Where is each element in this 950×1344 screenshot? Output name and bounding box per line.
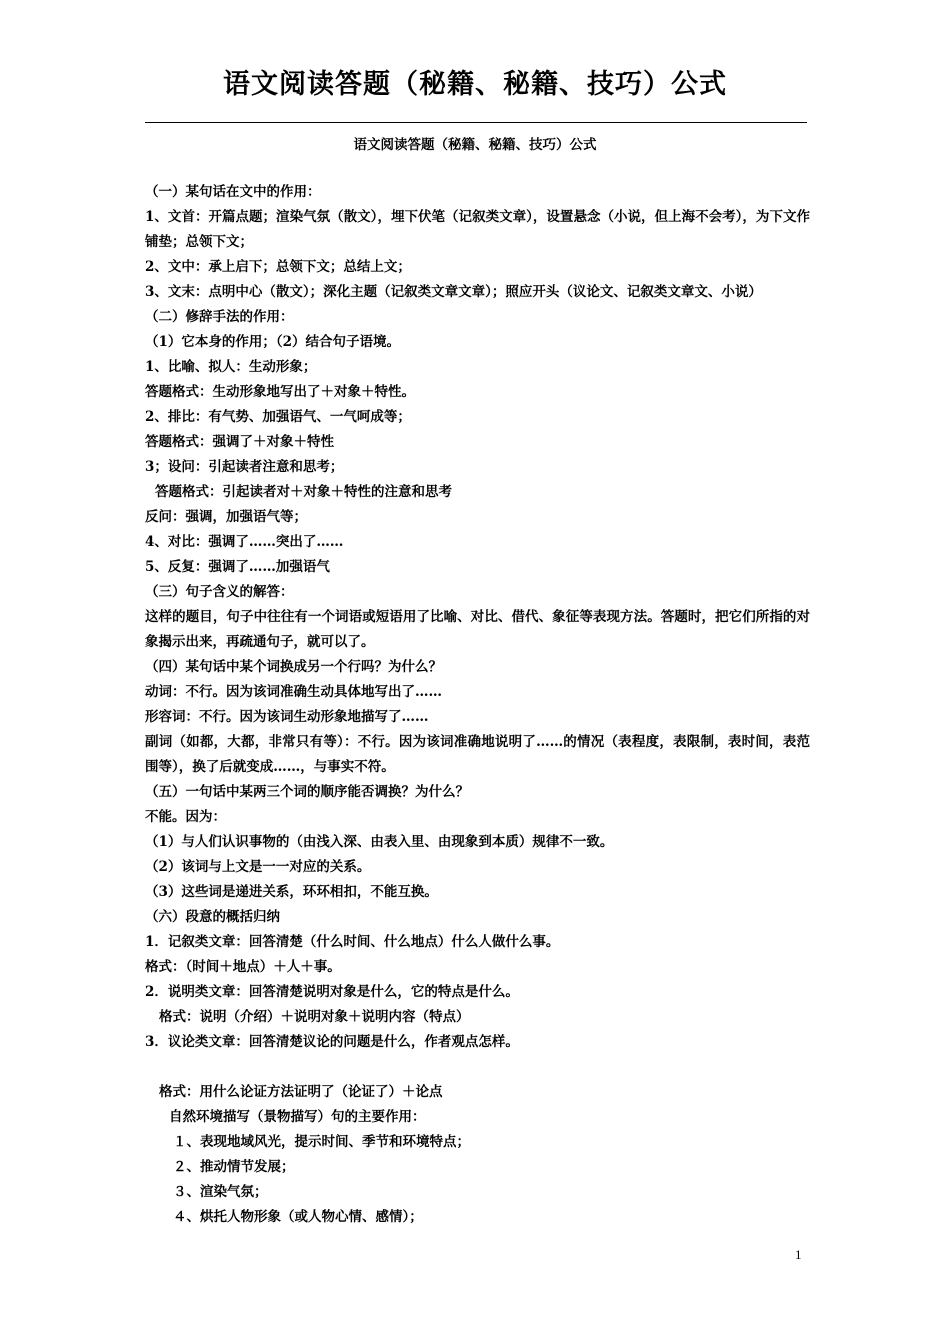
section-heading: （四）某句话中某个词换成另一个行吗？为什么？ [145,659,442,675]
section-heading: （六）段意的概括归纳 [145,909,280,925]
paragraph-line: 动词：不行。因为该词准确生动具体地写出了…… [145,684,442,700]
list-item: 5、反复：强调了……加强语气 [145,559,330,575]
paragraph-line: 形容词：不行。因为该词生动形象地描写了…… [145,709,429,725]
list-item: 1、比喻、拟人：生动形象； [145,359,317,375]
paragraph-line: 副词（如都，大都，非常只有等）：不行。因为该词准确地说明了……的情况（表程度，表限制，表时间，表范围等），换了后就变成……，与事实不符。 [145,734,810,775]
list-item: （3）这些词是递进关系，环环相扣，不能互换。 [145,884,438,900]
document-subtitle: 语文阅读答题（秘籍、秘籍、技巧）公式 [353,137,597,153]
answer-format-line: 格式：（时间＋地点）＋人＋事。 [145,959,341,975]
list-item: １、表现地域风光，提示时间、季节和环境特点； [173,1134,470,1150]
paragraph-line: 不能。因为： [145,809,226,825]
list-item: ３、渲染气氛； [173,1184,268,1200]
list-item: 3、文末：点明中心（散文）；深化主题（记叙类文章文章）；照应开头（议论文、记叙类文章文、小说） [145,284,762,300]
list-item: ２、推动情节发展； [173,1159,295,1175]
list-item: （1）与人们认识事物的（由浅入深、由表入里、由现象到本质）规律不一致。 [145,834,614,850]
paragraph-line: （1）它本身的作用；（2）结合句子语境。 [145,334,401,350]
section-heading: （二）修辞手法的作用： [145,309,294,325]
list-item: （2）该词与上文是一一对应的关系。 [145,859,371,875]
section-heading: （一）某句话在文中的作用： [145,184,321,200]
page-number: 1 [795,1247,802,1262]
answer-format-line: 答题格式：生动形象地写出了＋对象＋特性。 [145,384,415,400]
answer-format-line: 答题格式：引起读者对＋对象＋特性的注意和思考 [155,484,452,500]
header-divider [145,122,807,123]
answer-format-line: 格式：用什么论证方法证明了（论证了）＋论点 [159,1084,443,1100]
list-item: 1．记叙类文章：回答清楚（什么时间、什么地点）什么人做什么事。 [145,934,560,950]
section-heading: 自然环境描写（景物描写）句的主要作用： [169,1109,426,1125]
list-item: 4、对比：强调了……突出了…… [145,534,344,550]
list-item: 2、排比：有气势、加强语气、一气呵成等； [145,409,411,425]
list-item: 2．说明类文章：回答清楚说明对象是什么，它的特点是什么。 [145,984,519,1000]
list-item: 反问：强调，加强语气等； [145,509,307,525]
list-item: ４、烘托人物形象（或人物心情、感情）； [173,1209,423,1225]
list-item: 3；设问：引起读者注意和思考； [145,459,344,475]
answer-format-line: 格式：说明（介绍）＋说明对象＋说明内容（特点） [159,1009,470,1025]
list-item: 1、文首：开篇点题；渲染气氛（散文），埋下伏笔（记叙类文章），设置悬念（小说，但上海不会考），为下文作铺垫；总领下文； [145,209,810,250]
section-heading: （三）句子含义的解答： [145,584,294,600]
document-title: 语文阅读答题（秘籍、秘籍、技巧）公式 [223,69,727,100]
document-body [145,180,810,1230]
paragraph-line: 这样的题目，句子中往往有一个词语或短语用了比喻、对比、借代、象征等表现方法。答题时，把它们所指的对象揭示出来，再疏通句子，就可以了。 [145,609,810,650]
list-item: 2、文中：承上启下；总领下文；总结上文； [145,259,411,275]
blank-line [145,1055,810,1080]
list-item: 3．议论类文章：回答清楚议论的问题是什么，作者观点怎样。 [145,1034,519,1050]
section-heading: （五）一句话中某两三个词的顺序能否调换？为什么？ [145,784,469,800]
answer-format-line: 答题格式：强调了＋对象＋特性 [145,434,334,450]
